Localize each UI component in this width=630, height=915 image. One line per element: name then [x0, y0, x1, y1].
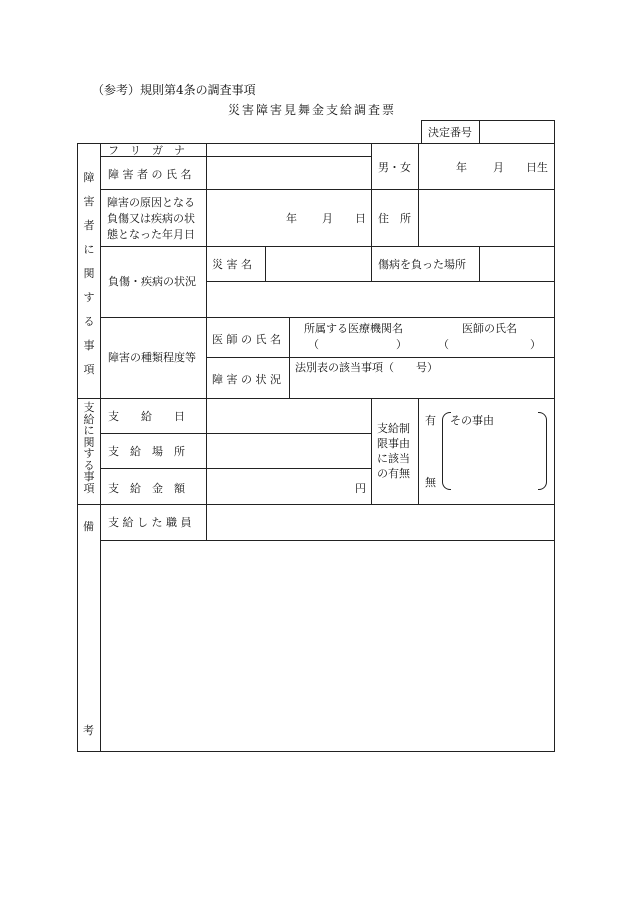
furigana-field[interactable]: [210, 144, 368, 155]
injury-status-field[interactable]: [210, 285, 551, 313]
payment-date-label: 支 給 日: [108, 410, 185, 423]
payment-place-field[interactable]: [210, 437, 368, 465]
doctor-name-header: 医師の氏名: [462, 322, 517, 335]
payment-amount-label: 支 給 金 額: [108, 482, 185, 495]
victim-section-label: 障害者に関する事項: [83, 171, 95, 376]
victim-name-field[interactable]: [210, 160, 368, 186]
payment-date-field[interactable]: [210, 402, 368, 430]
reference-note: （参考）規則第4条の調査事項: [92, 83, 256, 97]
restriction-yes-option[interactable]: 有: [425, 414, 436, 427]
remarks-label-top: 備: [83, 520, 94, 533]
payment-section-label: 支給に関する事項: [83, 401, 95, 495]
injury-date-label-line3: 態となった年月日: [107, 228, 195, 241]
disability-state-label: 障 害 の 状 況: [212, 373, 281, 386]
decision-number-field[interactable]: [486, 126, 550, 139]
restriction-label-line2: 限事由: [377, 437, 410, 450]
restriction-label-line3: に該当: [377, 452, 410, 465]
payment-amount-field[interactable]: [210, 472, 350, 500]
decision-number-label: 決定番号: [428, 126, 472, 139]
remarks-field[interactable]: [104, 544, 551, 747]
reason-bracket-right: [538, 412, 547, 490]
disaster-name-field[interactable]: [270, 250, 368, 278]
payment-place-label: 支 給 場 所: [108, 445, 185, 458]
furigana-label: フ リ ガ ナ: [108, 144, 185, 157]
disability-state-field[interactable]: [295, 377, 551, 395]
restriction-no-option[interactable]: 無: [425, 476, 436, 489]
restriction-label-line1: 支給制: [377, 422, 410, 435]
injury-date-label-line1: 障害の原因となる: [107, 196, 195, 209]
yen-unit: 円: [355, 482, 366, 495]
injury-date-day-label: 日: [355, 212, 366, 225]
doctor-field[interactable]: [450, 338, 526, 351]
form-title: 災害障害見舞金支給調査票: [228, 103, 397, 117]
injury-date-year-label: 年: [286, 212, 297, 225]
appendix-item-label: 法別表の該当事項（ 号）: [295, 361, 438, 374]
restriction-label-line4: の有無: [377, 467, 410, 480]
doctor-name-label: 医 師 の 氏 名: [212, 333, 281, 346]
reason-field[interactable]: [452, 430, 536, 484]
payment-staff-label: 支 給 し た 職 員: [108, 516, 192, 529]
disability-type-label: 障害の種類程度等: [108, 351, 196, 364]
injury-date-month-label: 月: [322, 212, 333, 225]
medical-institution-label: 所属する医療機関名: [304, 322, 403, 335]
injury-date-label-line2: 負傷又は疾病の状: [107, 212, 195, 225]
institution-field[interactable]: [320, 338, 390, 351]
birth-day-label: 日生: [526, 161, 548, 174]
victim-name-label: 障 害 者 の 氏 名: [108, 168, 192, 181]
sex-selector[interactable]: 男・女: [378, 161, 411, 174]
payment-staff-field[interactable]: [210, 508, 551, 536]
doctor-paren-open: （: [438, 338, 449, 351]
institution-paren-close: ）: [396, 338, 407, 351]
address-field[interactable]: [423, 194, 551, 242]
doctor-paren-close: ）: [530, 338, 541, 351]
remarks-label-bottom: 考: [83, 724, 94, 737]
birth-year-label: 年: [456, 161, 467, 174]
injury-place-field[interactable]: [483, 250, 551, 278]
institution-paren-open: （: [308, 338, 319, 351]
injury-status-label: 負傷・疾病の状況: [108, 275, 196, 288]
birth-month-label: 月: [493, 161, 504, 174]
address-label: 住 所: [378, 212, 411, 225]
disaster-name-label: 災 害 名: [212, 258, 252, 271]
reason-label: その事由: [450, 414, 494, 427]
injury-place-label: 傷病を負った場所: [378, 258, 466, 271]
